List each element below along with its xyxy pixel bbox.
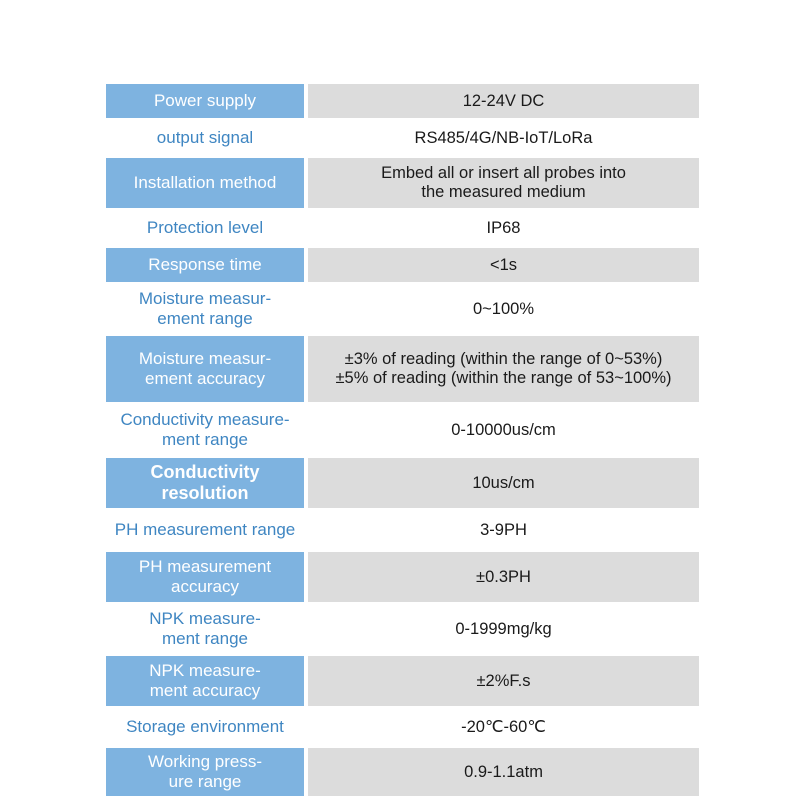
spec-label: Storage environment <box>106 709 304 745</box>
spec-label: Power supply <box>106 84 304 118</box>
spec-label: Moisture measur- ement range <box>106 285 304 333</box>
spec-row <box>106 511 699 549</box>
spec-row <box>106 248 699 282</box>
spec-row <box>106 405 699 455</box>
spec-label: output signal <box>106 121 304 155</box>
spec-row <box>106 458 699 508</box>
spec-value: 0-10000us/cm <box>308 405 699 455</box>
spec-value: 3-9PH <box>308 511 699 549</box>
spec-value: 0~100% <box>308 285 699 333</box>
spec-table <box>106 84 699 799</box>
spec-value: 12-24V DC <box>308 84 699 118</box>
spec-label: Conductivity resolution <box>106 458 304 508</box>
spec-label: NPK measure- ment range <box>106 605 304 653</box>
spec-row <box>106 709 699 745</box>
spec-row <box>106 84 699 118</box>
spec-value: 0.9-1.1atm <box>308 748 699 796</box>
spec-label: Moisture measur- ement accuracy <box>106 336 304 402</box>
spec-row <box>106 748 699 796</box>
spec-value: ±3% of reading (within the range of 0~53%) ±5% of reading (within the range of 53~100%) <box>308 336 699 402</box>
spec-row <box>106 336 699 402</box>
spec-value: RS485/4G/NB-IoT/LoRa <box>308 121 699 155</box>
spec-value: -20℃-60℃ <box>308 709 699 745</box>
spec-value: 10us/cm <box>308 458 699 508</box>
spec-value: IP68 <box>308 211 699 245</box>
spec-value: <1s <box>308 248 699 282</box>
spec-label: PH measurement range <box>106 511 304 549</box>
spec-label: Response time <box>106 248 304 282</box>
spec-label: Conductivity measure- ment range <box>106 405 304 455</box>
spec-row <box>106 121 699 155</box>
spec-value: 0-1999mg/kg <box>308 605 699 653</box>
spec-row <box>106 552 699 602</box>
spec-row <box>106 211 699 245</box>
spec-row <box>106 605 699 653</box>
spec-label: Installation method <box>106 158 304 208</box>
spec-row <box>106 656 699 706</box>
spec-value: ±2%F.s <box>308 656 699 706</box>
spec-label: PH measurement accuracy <box>106 552 304 602</box>
spec-label: NPK measure- ment accuracy <box>106 656 304 706</box>
spec-label: Working press- ure range <box>106 748 304 796</box>
spec-row <box>106 285 699 333</box>
spec-label: Protection level <box>106 211 304 245</box>
spec-value: ±0.3PH <box>308 552 699 602</box>
spec-row <box>106 158 699 208</box>
spec-value: Embed all or insert all probes into the measured medium <box>308 158 699 208</box>
